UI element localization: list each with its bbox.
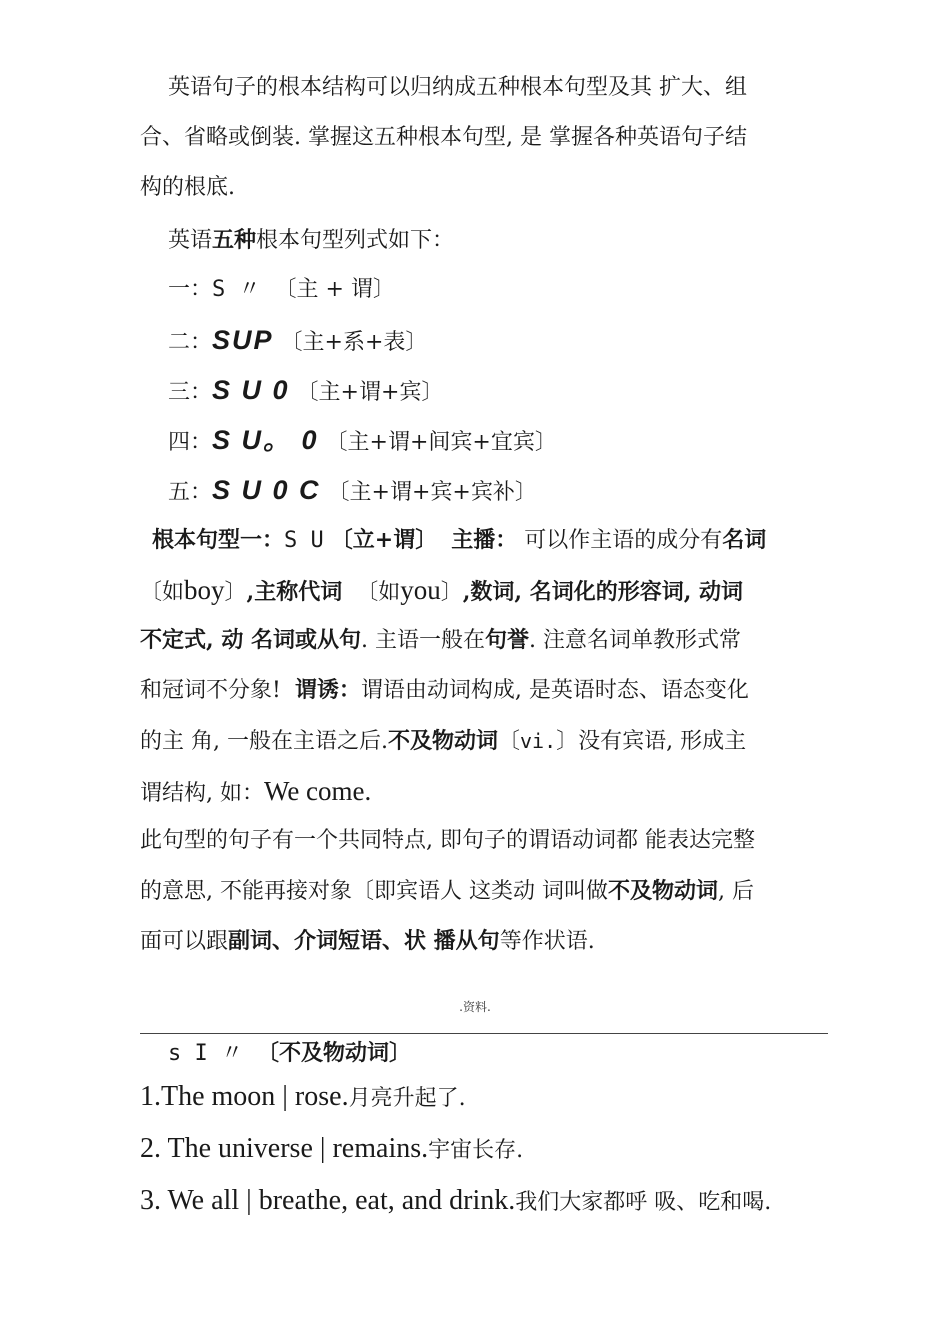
example-word: boy — [184, 575, 225, 605]
pattern-number: 四： — [168, 430, 213, 455]
section1-bold: 不及物动词 — [387, 728, 498, 754]
pattern-code: S U。 0 — [212, 425, 319, 455]
intro-line-1: 英语句子的根本结构可以归纳成五种根本句型及其 扩大、组 — [168, 75, 747, 100]
section1-text: 〕没有宾语, 形成主 — [556, 729, 747, 754]
page-divider — [140, 1033, 828, 1034]
section1-line-3 — [140, 625, 830, 656]
section1-bold: 句誉 — [484, 627, 529, 653]
intro-line-3: 构的根底. — [140, 175, 235, 200]
section1-text: 面可以跟 — [140, 929, 229, 954]
section1-text: 〔如 — [356, 580, 401, 605]
pattern-item — [168, 425, 858, 458]
pattern-number: 三： — [168, 380, 213, 405]
section1-bold: ,数词, 名词化的形容词, 动词 — [462, 579, 744, 605]
pattern-desc: 〔主+谓+宾〕 — [296, 380, 444, 405]
sub-heading-label: 〔不及物动词〕 — [256, 1040, 411, 1066]
example-chinese: 月亮升起了. — [348, 1086, 466, 1111]
section1-text: 等作状语. — [499, 929, 595, 954]
pattern-number: 五： — [168, 480, 213, 505]
section1-title: 根本句型一： — [152, 527, 285, 553]
section1-line-6 — [140, 776, 830, 809]
sub-heading — [168, 1038, 858, 1069]
pattern-code: S 〃 — [212, 277, 261, 302]
pattern-code: S U 0 — [212, 375, 290, 405]
pattern-code: S U 0 C — [212, 475, 321, 505]
section1-line-2 — [140, 575, 830, 608]
section1-text: 和冠词不分象! — [140, 678, 281, 703]
example-item — [140, 1132, 830, 1168]
example-number: 3. — [140, 1185, 161, 1216]
pattern-item — [168, 325, 858, 358]
section1-text: 的意思, 不能再接对象〔即宾语人 这类动 词叫做 — [140, 879, 608, 904]
section1-text: 谓语由动词构成, 是英语时态、语态变化 — [360, 678, 749, 703]
section1-bold: 不及物动词 — [607, 878, 718, 904]
list-heading — [168, 225, 858, 256]
example-sentence: We come. — [264, 776, 372, 806]
list-heading-bold: 五种 — [212, 227, 257, 253]
example-chinese: 我们大家都呼 吸、吃和喝. — [515, 1190, 772, 1215]
section1-text: , 后 — [718, 879, 754, 904]
section1-text: . 注意名词单教形式常 — [529, 628, 741, 653]
section1-bold: ,主称代词 — [246, 579, 343, 605]
pattern-code: SUP — [212, 325, 274, 355]
pattern-number: 二： — [168, 330, 213, 355]
example-number: 2. — [140, 1133, 161, 1164]
list-heading-post: 根本句型列式如下： — [256, 228, 455, 253]
section1-text: 〕 — [440, 580, 463, 605]
section1-text: 可以作主语的成分有 — [524, 528, 723, 553]
section1-line-1 — [152, 525, 842, 556]
pattern-item — [168, 475, 858, 508]
pattern-desc: 〔主+谓+宾+宾补〕 — [327, 480, 537, 505]
example-english: The moon | rose. — [161, 1081, 349, 1112]
section1-text: 〕 — [224, 580, 247, 605]
pattern-item — [168, 375, 858, 408]
section1-text: 〔 — [498, 729, 521, 754]
intro-line-2: 合、省略或倒装. 掌握这五种根本句型, 是 掌握各种英语句子结 — [140, 125, 747, 150]
example-number: 1. — [140, 1081, 161, 1112]
section1-line-9 — [140, 926, 830, 957]
predicate-label: 谓诱： — [294, 677, 361, 703]
section1-text: 谓结构, 如： — [140, 781, 264, 806]
list-heading-pre: 英语 — [168, 228, 213, 253]
pattern-item — [168, 275, 858, 305]
example-word: you — [400, 575, 441, 605]
section1-code: S U — [284, 528, 324, 553]
example-item — [140, 1080, 830, 1116]
section1-line-7: 此句型的句子有一个共同特点, 即句子的谓语动词都 能表达完整 — [140, 828, 755, 853]
pattern-desc: 〔主+谓+间宾+宜宾〕 — [325, 430, 557, 455]
example-item — [140, 1184, 830, 1220]
section1-line-4 — [140, 675, 830, 706]
section1-text: 的主 角, 一般在主语之后. — [140, 729, 388, 754]
example-english: We all | breathe, eat, and drink. — [161, 1185, 516, 1216]
section1-bold: 名词 — [722, 527, 767, 553]
subject-label: 主播： — [451, 527, 518, 553]
pattern-desc: 〔主+系+表〕 — [280, 330, 428, 355]
section1-abbr: vi. — [520, 729, 557, 753]
section1-line-8 — [140, 876, 830, 907]
section1-text: 〔如 — [140, 580, 185, 605]
section1-line-5 — [140, 726, 830, 757]
section1-bold: 副词、介词短语、状 播从句 — [228, 928, 500, 954]
example-chinese: 宇宙长存. — [428, 1138, 524, 1163]
sub-heading-code: s I 〃 — [168, 1041, 243, 1066]
page-footer: .资料. — [459, 1000, 491, 1014]
section1-tag: 〔立+谓〕 — [330, 527, 438, 553]
section1-text: . 主语一般在 — [360, 628, 485, 653]
pattern-desc: 〔主 + 谓〕 — [274, 277, 395, 302]
example-english: The universe | remains. — [161, 1133, 429, 1164]
section1-bold: 不定式, 动 名词或从句 — [140, 627, 361, 653]
pattern-number: 一： — [168, 277, 213, 302]
